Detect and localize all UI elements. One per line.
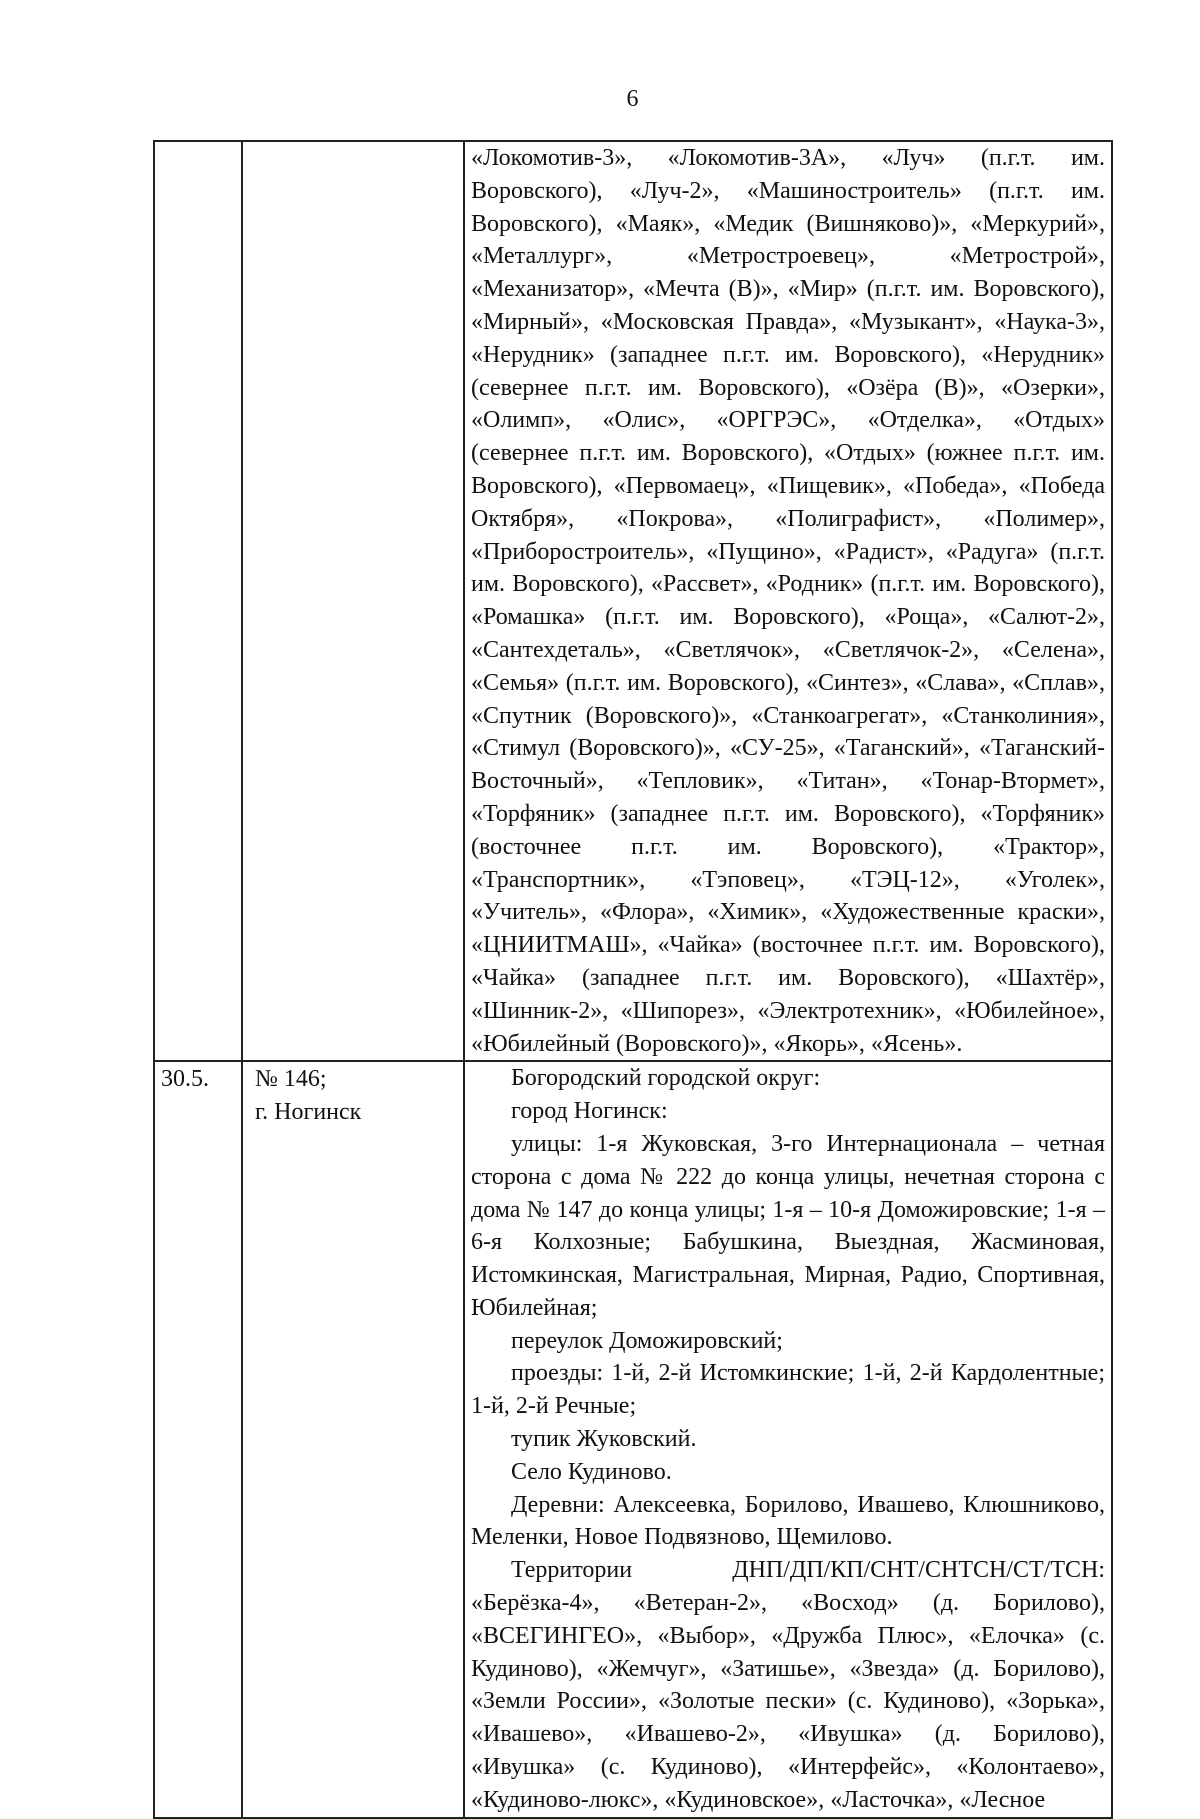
description-paragraph: тупик Жуковский. — [511, 1426, 697, 1453]
location-line: № 146; — [255, 1066, 327, 1093]
page-number: 6 — [626, 86, 639, 112]
description-paragraph: город Ногинск: — [511, 1098, 668, 1125]
description-paragraph: проезды: 1-й, 2-й Истомкинские; 1-й, 2-й Кардолентные; 1-й, 2-й Речные; — [471, 1360, 1105, 1420]
description-paragraph: переулок Доможировский; — [511, 1327, 783, 1354]
table-row — [154, 141, 1112, 1061]
row-location-cell — [242, 1061, 464, 1817]
description-text: «Локомотив-3», «Локомотив-3А», «Луч» (п.г.т. им. Воровского), «Луч-2», «Машиностроитель» (п.г.т. им. Воровского), «Маяк», «Медик (Вишняково)», «Меркурий», «Металлург», «Метростроевец», «Метрострой», «Механизатор», «Мечта (В)», «Мир» (п.г.т. им. Воровского), «Мирный», «Московская Правда», «Музыкант», «Наука-3», «Нерудник» (западнее п.г.т. им. Воровского), «Нерудник» (севернее п.г.т. им. Воровского), «Озёра (В)», «Озерки», «Олимп», «Олис», «ОРГРЭС», «Отделка», «Отдых» (севернее п.г.т. им. Воровского), «Отдых» (южнее п.г.т. им. Воровского), «Первомаец», «Пищевик», «Победа», «Победа Октября», «Покрова», «Полиграфист», «Полимер», «Приборостроитель», «Пущино», «Радист», «Радуга» (п.г.т. им. Воровского), «Рассвет», «Родник» (п.г.т. им. Воровского), «Ромашка» (п.г.т. им. Воровского), «Роща», «Салют-2», «Сантехдеталь», «Светлячок», «Светлячок-2», «Селена», «Семья» (п.г.т. им. Воровского), «Синтез», «Слава», «Сплав», «Спутник (Воровского)», «Станкоагрегат», «Станколиния», «Стимул (Воровского)», «СУ-25», «Таганский», «Таганский-Восточный», «Тепловик», «Титан», «Тонар-Втормет», «Торфяник» (западнее п.г.т. им. Воровского), «Торфяник» (восточнее п.г.т. им. Воровского), «Трактор», «Транспортник», «Тэповец», «ТЭЦ-12», «Уголек», «Учитель», «Флора», «Химик», «Художественные краски», «ЦНИИТМАШ», «Чайка» (восточнее п.г.т. им. Воровского), «Чайка» (западнее п.г.т. им. Воровского), «Шахтёр», «Шинник-2», «Шипорез», «Электротехник», «Юбилейное», «Юбилейный (Воровского)», «Якорь», «Ясень». — [471, 145, 1105, 1057]
description-paragraph: улицы: 1-я Жуковская, 3-го Интернационала – четная сторона с дома № 222 до конца улицы, нечетная сторона с дома № 147 до конца улицы; 1-я – 10-я Доможировские; 1-я – 6-я Колхозные; Бабушкина, Выездная, Жасминовая, Истомкинская, Магистральная, Мирная, Радио, Спортивная, Юбилейная; — [471, 1130, 1105, 1321]
row-description-cell — [464, 141, 1112, 1061]
description-paragraph: Территории ДНП/ДП/КП/СНТ/СНТСН/СТ/ТСН: «Берёзка-4», «Ветеран-2», «Восход» (д. Борилово), «ВСЕГИНГЕО», «Выбор», «Дружба Плюс», «Елочка» (с. Кудиново), «Жемчуг», «Затишье», «Звезда» (д. Борилово), «Земли России», «Золотые пески» (с. Кудиново), «Зорька», «Ивашево», «Ивашево-2», «Ивушка» (д. Борилово), «Ивушка» (с. Кудиново), «Интерфейс», «Колонтаево», «Кудиново-люкс», «Кудиновское», «Ласточка», «Лесное — [471, 1557, 1105, 1813]
row-location-cell — [242, 141, 464, 1061]
description-paragraph: Деревни: Алексеевка, Борилово, Ивашево, Клюшниково, Меленки, Новое Подвязново, Щемилово. — [471, 1491, 1105, 1551]
table-row — [154, 1061, 1112, 1817]
row-number-cell: 30.5. — [154, 1061, 242, 1817]
description-paragraph: Богородский городской округ: — [511, 1065, 821, 1092]
district-table — [153, 140, 1113, 1819]
row-description-cell — [464, 1061, 1112, 1817]
row-number-cell — [154, 141, 242, 1061]
location-line: г. Ногинск — [255, 1099, 362, 1126]
description-paragraph: Село Кудиново. — [511, 1458, 672, 1485]
